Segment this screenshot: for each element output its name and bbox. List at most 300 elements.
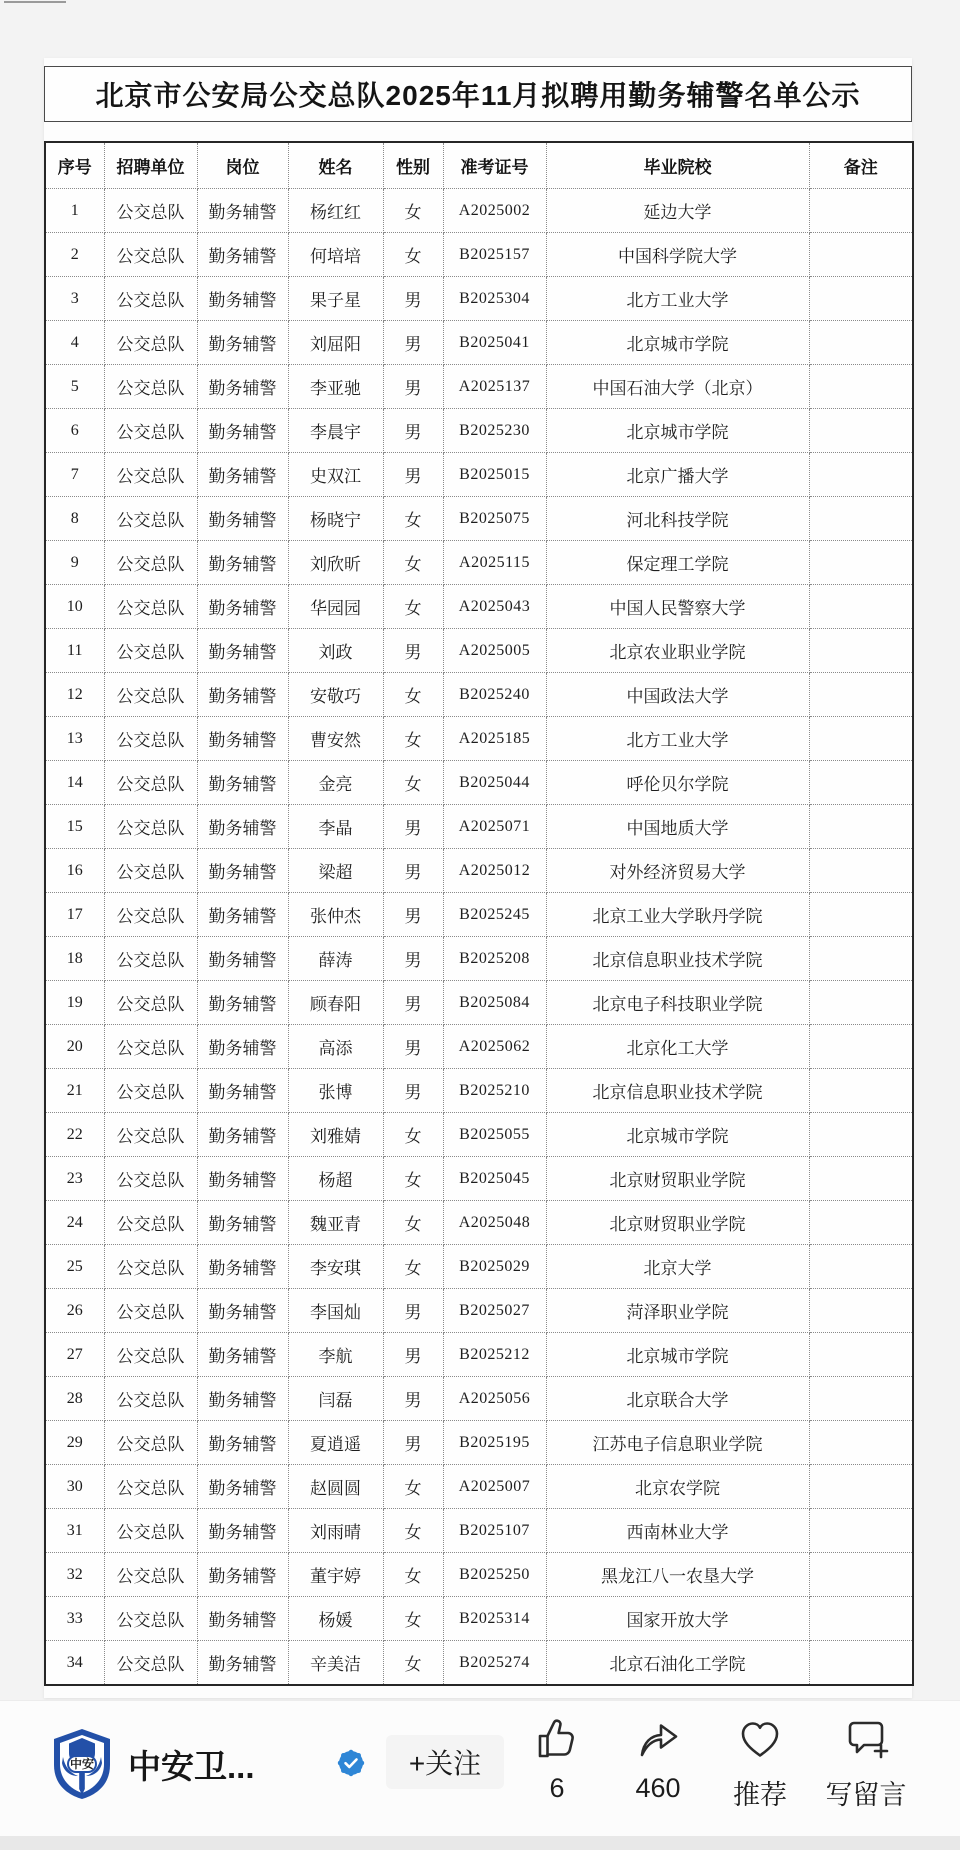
table-row [45,1509,913,1553]
cell-name: 李晶 [288,805,383,849]
cell-name: 史双江 [288,453,383,497]
cell-name: 刘雅婧 [288,1113,383,1157]
cell-name: 李国灿 [288,1289,383,1333]
cell-exam-no: A2025043 [443,585,546,629]
cell-position: 勤务辅警 [197,1245,288,1289]
cell-exam-no: B2025212 [443,1333,546,1377]
cell-unit: 公交总队 [104,673,197,717]
cell-school: 江苏电子信息职业学院 [546,1421,809,1465]
cell-exam-no: B2025195 [443,1421,546,1465]
cell-name: 杨媛 [288,1597,383,1641]
cell-exam-no: B2025245 [443,893,546,937]
cell-index: 18 [45,937,104,981]
cell-name: 张博 [288,1069,383,1113]
cell-remark [809,1113,913,1157]
cell-name: 刘屈阳 [288,321,383,365]
cell-exam-no: A2025005 [443,629,546,673]
cell-position: 勤务辅警 [197,893,288,937]
cell-school: 中国政法大学 [546,673,809,717]
cell-gender: 男 [383,893,443,937]
cell-school: 北京大学 [546,1245,809,1289]
table-row [45,761,913,805]
cell-exam-no: B2025250 [443,1553,546,1597]
header-name: 姓名 [288,142,383,189]
header-school: 毕业院校 [546,142,809,189]
cell-index: 29 [45,1421,104,1465]
cell-gender: 女 [383,585,443,629]
cell-unit: 公交总队 [104,1025,197,1069]
cell-name: 顾春阳 [288,981,383,1025]
cell-exam-no: A2025002 [443,189,546,233]
cell-name: 果子星 [288,277,383,321]
table-row [45,1377,913,1421]
table-header-row [45,142,913,189]
cell-remark [809,1509,913,1553]
cell-position: 勤务辅警 [197,1421,288,1465]
cell-school: 北京工业大学耿丹学院 [546,893,809,937]
table-row [45,629,913,673]
cell-remark [809,805,913,849]
table-row [45,1289,913,1333]
cell-exam-no: B2025084 [443,981,546,1025]
cell-school: 北京化工大学 [546,1025,809,1069]
cell-unit: 公交总队 [104,1113,197,1157]
cell-school: 北京财贸职业学院 [546,1157,809,1201]
cell-unit: 公交总队 [104,1245,197,1289]
cell-school: 保定理工学院 [546,541,809,585]
cell-remark [809,233,913,277]
cell-remark [809,761,913,805]
cell-remark [809,365,913,409]
table-row [45,189,913,233]
cell-exam-no: A2025185 [443,717,546,761]
table-row [45,1465,913,1509]
cell-name: 辛美洁 [288,1641,383,1686]
post-footer-bar [0,1700,960,1837]
cell-position: 勤务辅警 [197,1597,288,1641]
cell-index: 12 [45,673,104,717]
svg-text:中安: 中安 [69,1757,95,1771]
cell-unit: 公交总队 [104,1597,197,1641]
cell-position: 勤务辅警 [197,585,288,629]
cell-remark [809,189,913,233]
cell-exam-no: B2025027 [443,1289,546,1333]
cell-exam-no: B2025210 [443,1069,546,1113]
cell-remark [809,673,913,717]
cell-remark [809,1597,913,1641]
cell-remark [809,277,913,321]
cell-exam-no: B2025041 [443,321,546,365]
cell-position: 勤务辅警 [197,717,288,761]
cell-exam-no: B2025107 [443,1509,546,1553]
cell-remark [809,1421,913,1465]
cell-school: 北京联合大学 [546,1377,809,1421]
table-row [45,673,913,717]
cell-gender: 女 [383,1509,443,1553]
cell-unit: 公交总队 [104,981,197,1025]
cell-position: 勤务辅警 [197,321,288,365]
table-row [45,1157,913,1201]
cell-school: 北京财贸职业学院 [546,1201,809,1245]
cell-index: 33 [45,1597,104,1641]
cell-gender: 女 [383,1113,443,1157]
cell-gender: 女 [383,497,443,541]
comment-label: 写留言 [825,1780,907,1810]
cell-school: 中国人民警察大学 [546,585,809,629]
cell-remark [809,1553,913,1597]
table-row [45,937,913,981]
cell-remark [809,321,913,365]
cell-remark [809,893,913,937]
cell-remark [809,1289,913,1333]
notice-document [44,58,912,1698]
cell-school: 北京城市学院 [546,1333,809,1377]
cell-position: 勤务辅警 [197,409,288,453]
cell-position: 勤务辅警 [197,1289,288,1333]
cell-name: 魏亚青 [288,1201,383,1245]
cell-gender: 男 [383,805,443,849]
cell-position: 勤务辅警 [197,805,288,849]
cell-index: 21 [45,1069,104,1113]
cell-index: 11 [45,629,104,673]
cell-remark [809,629,913,673]
cell-position: 勤务辅警 [197,849,288,893]
cell-school: 北京城市学院 [546,1113,809,1157]
cell-index: 34 [45,1641,104,1686]
table-row [45,277,913,321]
cell-name: 李航 [288,1333,383,1377]
cell-unit: 公交总队 [104,1289,197,1333]
cell-unit: 公交总队 [104,1553,197,1597]
cell-school: 延边大学 [546,189,809,233]
cell-exam-no: A2025115 [443,541,546,585]
cell-gender: 女 [383,1641,443,1686]
cell-unit: 公交总队 [104,629,197,673]
cell-position: 勤务辅警 [197,233,288,277]
table-row [45,893,913,937]
like-button[interactable] [502,1713,612,1825]
cell-position: 勤务辅警 [197,937,288,981]
cell-name: 高添 [288,1025,383,1069]
table-row [45,1113,913,1157]
share-button[interactable] [603,1713,713,1825]
account-avatar police-shield-logo[interactable] [50,1727,114,1801]
cell-position: 勤务辅警 [197,277,288,321]
roster-table [44,141,914,1686]
cell-remark [809,1025,913,1069]
cell-remark [809,453,913,497]
cell-position: 勤务辅警 [197,1069,288,1113]
cell-gender: 男 [383,937,443,981]
cell-exam-no: B2025314 [443,1597,546,1641]
cell-index: 28 [45,1377,104,1421]
table-row [45,981,913,1025]
cell-exam-no: B2025157 [443,233,546,277]
cell-name: 杨红红 [288,189,383,233]
cell-position: 勤务辅警 [197,761,288,805]
cell-gender: 女 [383,1157,443,1201]
cell-position: 勤务辅警 [197,1113,288,1157]
cell-position: 勤务辅警 [197,673,288,717]
table-row [45,409,913,453]
cell-gender: 男 [383,1377,443,1421]
cell-index: 15 [45,805,104,849]
cell-index: 27 [45,1333,104,1377]
cell-remark [809,409,913,453]
cell-unit: 公交总队 [104,849,197,893]
table-row [45,541,913,585]
cell-exam-no: A2025012 [443,849,546,893]
cell-remark [809,981,913,1025]
cell-school: 北京广播大学 [546,453,809,497]
verified-badge-icon [337,1749,365,1777]
cell-exam-no: B2025044 [443,761,546,805]
comment-button[interactable] [811,1713,921,1825]
header-remark: 备注 [809,142,913,189]
table-row [45,365,913,409]
cell-name: 梁超 [288,849,383,893]
cell-index: 9 [45,541,104,585]
cell-remark [809,1377,913,1421]
cell-gender: 女 [383,1553,443,1597]
cell-school: 北京信息职业技术学院 [546,937,809,981]
cell-school: 中国石油大学（北京） [546,365,809,409]
share-count: 460 [635,1773,681,1803]
cell-school: 呼伦贝尔学院 [546,761,809,805]
cell-exam-no: B2025208 [443,937,546,981]
cell-exam-no: B2025274 [443,1641,546,1686]
cell-unit: 公交总队 [104,409,197,453]
cell-school: 北京农业职业学院 [546,629,809,673]
cell-name: 杨超 [288,1157,383,1201]
cell-gender: 男 [383,981,443,1025]
cell-gender: 男 [383,277,443,321]
cell-gender: 女 [383,717,443,761]
cell-school: 北方工业大学 [546,277,809,321]
cell-index: 22 [45,1113,104,1157]
cell-name: 华园园 [288,585,383,629]
cell-index: 14 [45,761,104,805]
cell-index: 2 [45,233,104,277]
cell-exam-no: B2025045 [443,1157,546,1201]
cell-school: 对外经济贸易大学 [546,849,809,893]
cell-remark [809,1641,913,1686]
heart-icon [736,1715,784,1763]
cell-remark [809,1245,913,1289]
cell-gender: 女 [383,1245,443,1289]
table-row [45,321,913,365]
cell-position: 勤务辅警 [197,981,288,1025]
recommend-button[interactable] [705,1713,815,1825]
cell-unit: 公交总队 [104,717,197,761]
table-row [45,1201,913,1245]
cell-position: 勤务辅警 [197,1465,288,1509]
cell-name: 赵圆圆 [288,1465,383,1509]
cell-gender: 男 [383,365,443,409]
cell-remark [809,1069,913,1113]
cell-exam-no: A2025062 [443,1025,546,1069]
cell-name: 刘政 [288,629,383,673]
table-row [45,1641,913,1686]
table-row [45,1597,913,1641]
table-row [45,233,913,277]
cell-gender: 男 [383,849,443,893]
cell-gender: 男 [383,1289,443,1333]
cell-unit: 公交总队 [104,453,197,497]
cell-index: 31 [45,1509,104,1553]
comment-plus-icon [842,1715,890,1763]
table-row [45,1333,913,1377]
cell-position: 勤务辅警 [197,189,288,233]
table-row [45,1245,913,1289]
cell-gender: 女 [383,673,443,717]
cell-index: 7 [45,453,104,497]
table-row [45,453,913,497]
cell-unit: 公交总队 [104,1641,197,1686]
cell-gender: 男 [383,321,443,365]
cell-gender: 男 [383,409,443,453]
header-index: 序号 [45,142,104,189]
cell-index: 19 [45,981,104,1025]
cell-gender: 女 [383,1201,443,1245]
cell-name: 曹安然 [288,717,383,761]
cell-exam-no: B2025029 [443,1245,546,1289]
thumbs-up-icon [533,1715,581,1763]
cell-school: 北京信息职业技术学院 [546,1069,809,1113]
cell-school: 菏泽职业学院 [546,1289,809,1333]
cell-unit: 公交总队 [104,761,197,805]
cell-unit: 公交总队 [104,321,197,365]
cell-gender: 女 [383,189,443,233]
cell-position: 勤务辅警 [197,365,288,409]
cell-index: 10 [45,585,104,629]
cell-unit: 公交总队 [104,893,197,937]
table-row [45,717,913,761]
table-row [45,1553,913,1597]
cell-unit: 公交总队 [104,1157,197,1201]
cell-remark [809,1201,913,1245]
cell-index: 26 [45,1289,104,1333]
cell-index: 3 [45,277,104,321]
cell-unit: 公交总队 [104,1377,197,1421]
cell-position: 勤务辅警 [197,1333,288,1377]
cell-school: 北京城市学院 [546,321,809,365]
cell-gender: 男 [383,1421,443,1465]
cell-exam-no: A2025071 [443,805,546,849]
table-row [45,849,913,893]
cell-position: 勤务辅警 [197,1377,288,1421]
header-gender: 性别 [383,142,443,189]
cell-gender: 男 [383,453,443,497]
cell-index: 30 [45,1465,104,1509]
cell-remark [809,585,913,629]
cell-index: 25 [45,1245,104,1289]
cell-exam-no: A2025056 [443,1377,546,1421]
cell-exam-no: B2025240 [443,673,546,717]
cell-name: 安敬巧 [288,673,383,717]
cell-position: 勤务辅警 [197,1509,288,1553]
cell-remark [809,1333,913,1377]
cell-name: 刘雨晴 [288,1509,383,1553]
cell-unit: 公交总队 [104,1333,197,1377]
cell-name: 李亚驰 [288,365,383,409]
cell-remark [809,541,913,585]
cell-name: 杨晓宁 [288,497,383,541]
cell-unit: 公交总队 [104,1201,197,1245]
cell-unit: 公交总队 [104,1069,197,1113]
cell-position: 勤务辅警 [197,1553,288,1597]
cell-school: 河北科技学院 [546,497,809,541]
cell-position: 勤务辅警 [197,541,288,585]
cell-school: 北京城市学院 [546,409,809,453]
cell-name: 金亮 [288,761,383,805]
cell-gender: 女 [383,233,443,277]
cell-name: 薛涛 [288,937,383,981]
cell-position: 勤务辅警 [197,629,288,673]
cell-school: 西南林业大学 [546,1509,809,1553]
account-name[interactable]: 中安卫... [128,1748,255,1785]
cell-unit: 公交总队 [104,497,197,541]
cell-position: 勤务辅警 [197,1641,288,1686]
cell-name: 李安琪 [288,1245,383,1289]
cell-index: 13 [45,717,104,761]
follow-button[interactable]: +关注 [386,1735,504,1789]
cell-name: 何培培 [288,233,383,277]
cell-remark [809,497,913,541]
bottom-strip [0,1836,960,1850]
cell-name: 董宇婷 [288,1553,383,1597]
cell-gender: 男 [383,1069,443,1113]
cell-unit: 公交总队 [104,189,197,233]
cell-school: 中国地质大学 [546,805,809,849]
header-unit: 招聘单位 [104,142,197,189]
cell-exam-no: A2025137 [443,365,546,409]
table-row [45,1421,913,1465]
cell-remark [809,717,913,761]
cell-name: 闫磊 [288,1377,383,1421]
cell-school: 北京石油化工学院 [546,1641,809,1686]
cell-exam-no: B2025075 [443,497,546,541]
header-position: 岗位 [197,142,288,189]
cell-unit: 公交总队 [104,233,197,277]
cell-school: 中国科学院大学 [546,233,809,277]
cell-unit: 公交总队 [104,805,197,849]
cell-remark [809,1157,913,1201]
cell-gender: 女 [383,761,443,805]
cell-name: 夏逍遥 [288,1421,383,1465]
cell-unit: 公交总队 [104,1509,197,1553]
table-row [45,585,913,629]
table-row [45,1025,913,1069]
cell-gender: 男 [383,1025,443,1069]
cell-gender: 男 [383,1333,443,1377]
top-edge-mark [4,1,66,3]
cell-position: 勤务辅警 [197,1025,288,1069]
cell-gender: 男 [383,629,443,673]
cell-exam-no: A2025007 [443,1465,546,1509]
cell-school: 北京农学院 [546,1465,809,1509]
cell-remark [809,937,913,981]
cell-unit: 公交总队 [104,937,197,981]
table-row [45,1069,913,1113]
cell-name: 李晨宇 [288,409,383,453]
cell-index: 20 [45,1025,104,1069]
cell-gender: 女 [383,541,443,585]
cell-index: 5 [45,365,104,409]
cell-school: 北京电子科技职业学院 [546,981,809,1025]
cell-name: 刘欣昕 [288,541,383,585]
cell-position: 勤务辅警 [197,453,288,497]
